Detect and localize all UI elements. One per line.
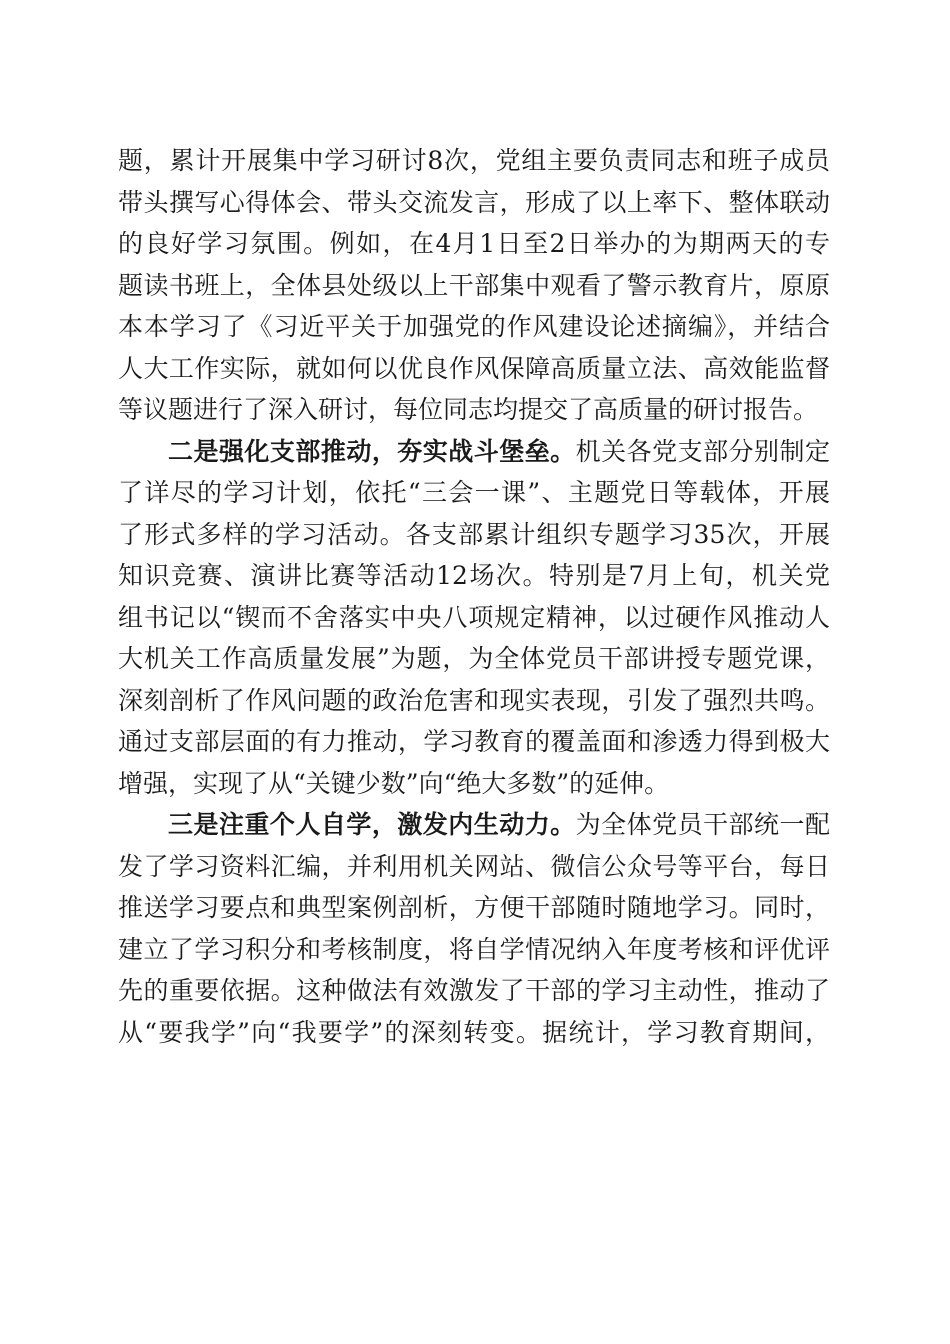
text-line: 大机关工作高质量发展”为题，为全体党员干部讲授专题党课， [118, 644, 830, 673]
paragraph-heading: 三是注重个人自学，激发内生动力。 [168, 810, 576, 839]
paragraph-heading: 二是强化支部推动，夯实战斗堡垒。 [168, 436, 576, 466]
text-line: 题，累计开展集中学习研讨8次，党组主要负责同志和班子成员 [118, 146, 830, 175]
text-line: 带头撰写心得体会、带头交流发言，形成了以上率下、整体联动 [118, 187, 830, 217]
paragraph-first-line [118, 431, 830, 473]
paragraph-1 [118, 140, 830, 431]
text-line: 推送学习要点和典型案例剖析，方便干部随时随地学习。同时， [118, 893, 830, 922]
text-line: 通过支部层面的有力推动，学习教育的覆盖面和渗透力得到极大 [118, 727, 830, 756]
text-line: 知识竞赛、演讲比赛等活动12场次。特别是7月上旬，机关党 [118, 561, 830, 590]
text-line: 本本学习了《习近平关于加强党的作风建设论述摘编》，并结合 [118, 312, 830, 341]
text-line: 从“要我学”向“我要学”的深刻转变。据统计，学习教育期间， [118, 1017, 830, 1047]
paragraph-first-line [118, 804, 830, 846]
text-line: 先的重要依据。这种做法有效激发了干部的学习主动性，推动了 [118, 976, 830, 1005]
text-line: 增强，实现了从“关键少数”向“绝大多数”的延伸。 [118, 768, 670, 798]
text-line: 的良好学习氛围。例如，在4月1日至2日举办的为期两天的专 [118, 229, 830, 258]
paragraph-3 [118, 804, 830, 1053]
text-line: 了形式多样的学习活动。各支部累计组织专题学习35次，开展 [118, 519, 830, 549]
text-line: 组书记以“锲而不舍落实中央八项规定精神，以过硬作风推动人 [118, 602, 830, 632]
text-line: 题读书班上，全体县处级以上干部集中观看了警示教育片，原原 [118, 270, 830, 300]
text-line: 深刻剖析了作风问题的政治危害和现实表现，引发了强烈共鸣。 [118, 685, 830, 715]
text-line: 等议题进行了深入研讨，每位同志均提交了高质量的研讨报告。 [118, 395, 819, 424]
paragraph-2 [118, 431, 830, 805]
body-text [118, 140, 830, 1053]
text-line: 人大工作实际，就如何以优良作风保障高质量立法、高效能监督 [118, 353, 830, 383]
text-line: 了详尽的学习计划，依托“三会一课”、主题党日等载体，开展 [118, 478, 830, 507]
text-line: 发了学习资料汇编，并利用机关网站、微信公众号等平台，每日 [118, 851, 830, 881]
text-line: 建立了学习积分和考核制度，将自学情况纳入年度考核和评优评 [118, 934, 830, 964]
text-run: 为全体党员干部统一配 [575, 810, 830, 839]
text-run: 机关各党支部分别制定 [575, 436, 830, 466]
